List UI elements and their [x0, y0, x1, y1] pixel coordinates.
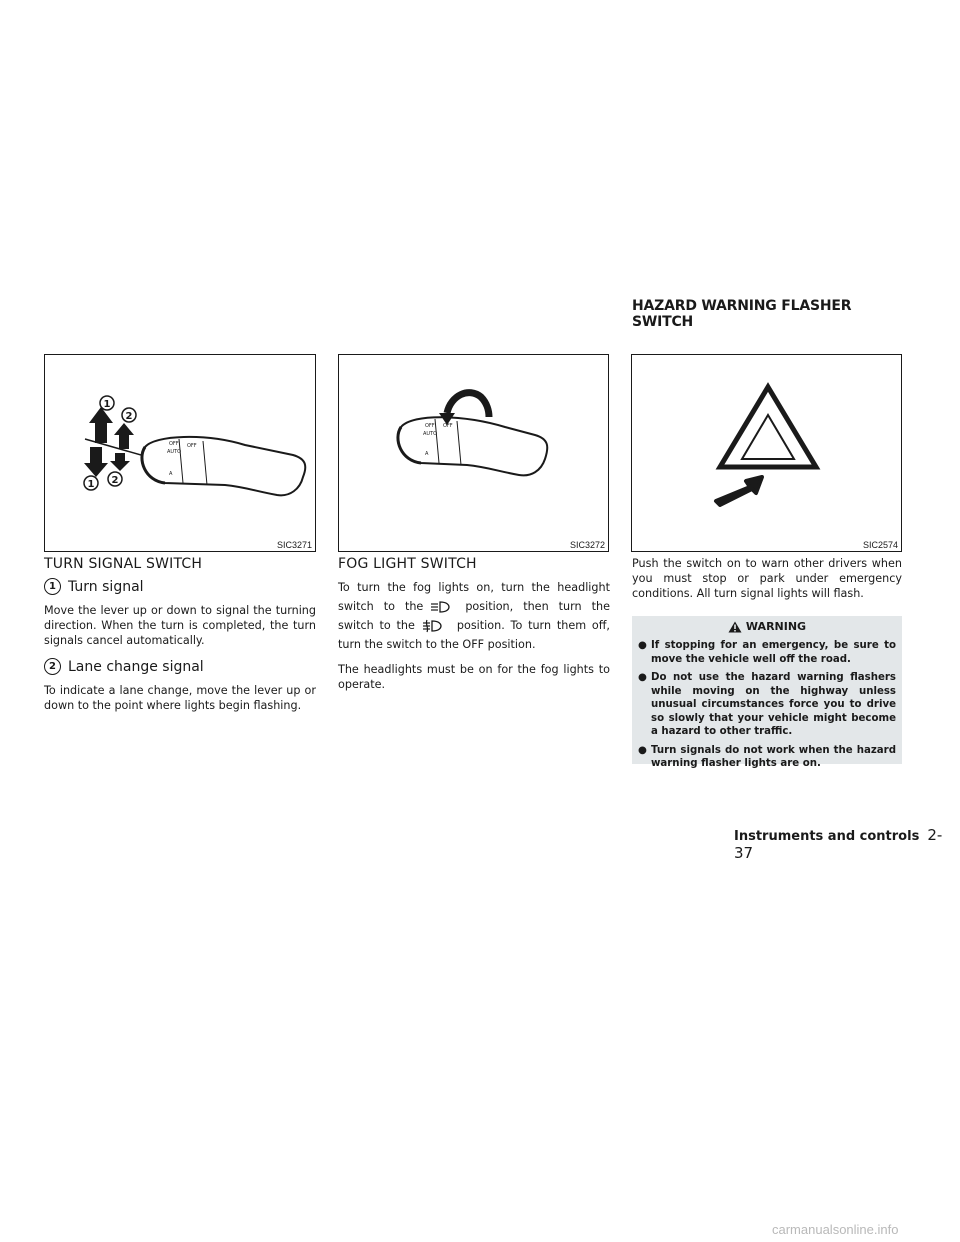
lever-mark: AUTO [423, 431, 438, 437]
callout-1: 1 [103, 399, 111, 410]
bullet: ● [638, 640, 647, 651]
fog-light-text: To turn the fog lights on, turn the headlight switch to the position, then turn the switch to the position. To turn them off, turn the switch to the OFF position. [338, 581, 610, 651]
lever-mark: OFF [443, 423, 453, 429]
fog-light-icon [421, 619, 443, 633]
lever-mark: OFF [425, 423, 435, 429]
lane-change-text: To indicate a lane change, move the lever up or down to the point where lights begin flashing. [44, 684, 316, 712]
lever-mark: A [425, 451, 429, 457]
push-arrow-icon [716, 477, 762, 505]
lever-mark: OFF [169, 441, 179, 447]
hazard-section [632, 556, 902, 609]
warning-item: ● Do not use the hazard warning flashers while moving on the highway unless unusual circumstances force you to drive so slowly that your vehicle might become a hazard to other traffic. [638, 672, 896, 737]
callout-number: 2 [44, 658, 61, 675]
headlight-icon [429, 600, 451, 614]
callout-number: 1 [44, 578, 61, 595]
watermark: carmanualsonline.info [772, 1222, 899, 1237]
page-number: 2-37 [734, 826, 943, 862]
subheading-text: Lane change signal [68, 658, 204, 675]
lever-mark: OFF [187, 443, 197, 449]
page-footer [734, 826, 960, 862]
lever-mark: AUTO [167, 449, 182, 455]
fog-light-note: The headlights must be on for the fog lights to operate. [338, 663, 610, 691]
fog-light-lever-illustration [339, 355, 608, 551]
callout-2: 2 [111, 475, 119, 486]
turn-signal-text: Move the lever up or down to signal the turning direction. When the turn is completed, the turn signals cancel automatically. [44, 604, 316, 647]
arrow-down-1-icon [84, 447, 108, 477]
hazard-switch-illustration [632, 355, 901, 551]
bullet: ● [638, 672, 647, 683]
figure-turn-signal-lever [44, 354, 316, 552]
figure-hazard-switch [631, 354, 902, 552]
figure-fog-light-lever [338, 354, 609, 552]
warning-list [638, 639, 896, 771]
turn-signal-section [44, 556, 316, 721]
section-title: HAZARD WARNING FLASHER SWITCH [632, 298, 852, 330]
figure-label: SIC3271 [276, 540, 312, 550]
turn-signal-heading: TURN SIGNAL SWITCH [44, 556, 203, 572]
warning-item: ● Turn signals do not work when the hazard warning flasher lights are on. [638, 744, 896, 769]
subheading-text: Turn signal [68, 578, 144, 595]
arrow-up-1-icon [89, 407, 113, 443]
turn-signal-subheading [44, 578, 316, 595]
fog-light-section [338, 556, 610, 700]
figure-label: SIC2574 [862, 540, 898, 550]
warning-icon [728, 621, 742, 633]
chapter-name: Instruments and controls [734, 829, 920, 844]
figure-label: SIC3272 [569, 540, 605, 550]
turn-signal-lever-illustration [45, 355, 315, 551]
warning-heading: WARNING [638, 620, 896, 633]
callout-1: 1 [87, 479, 95, 490]
lever-mark: A [169, 471, 173, 477]
arrow-down-2-icon [110, 453, 130, 471]
warning-item: ● If stopping for an emergency, be sure to move the vehicle well off the road. [638, 640, 896, 665]
callout-2: 2 [125, 411, 133, 422]
lane-change-subheading [44, 658, 316, 675]
arrow-up-2-icon [114, 423, 134, 449]
bullet: ● [638, 744, 647, 756]
hazard-text: Push the switch on to warn other drivers when you must stop or park under emergency conditions. All turn signal lights will flash. [632, 557, 902, 600]
fog-light-heading: FOG LIGHT SWITCH [338, 556, 477, 572]
warning-box [632, 616, 902, 769]
